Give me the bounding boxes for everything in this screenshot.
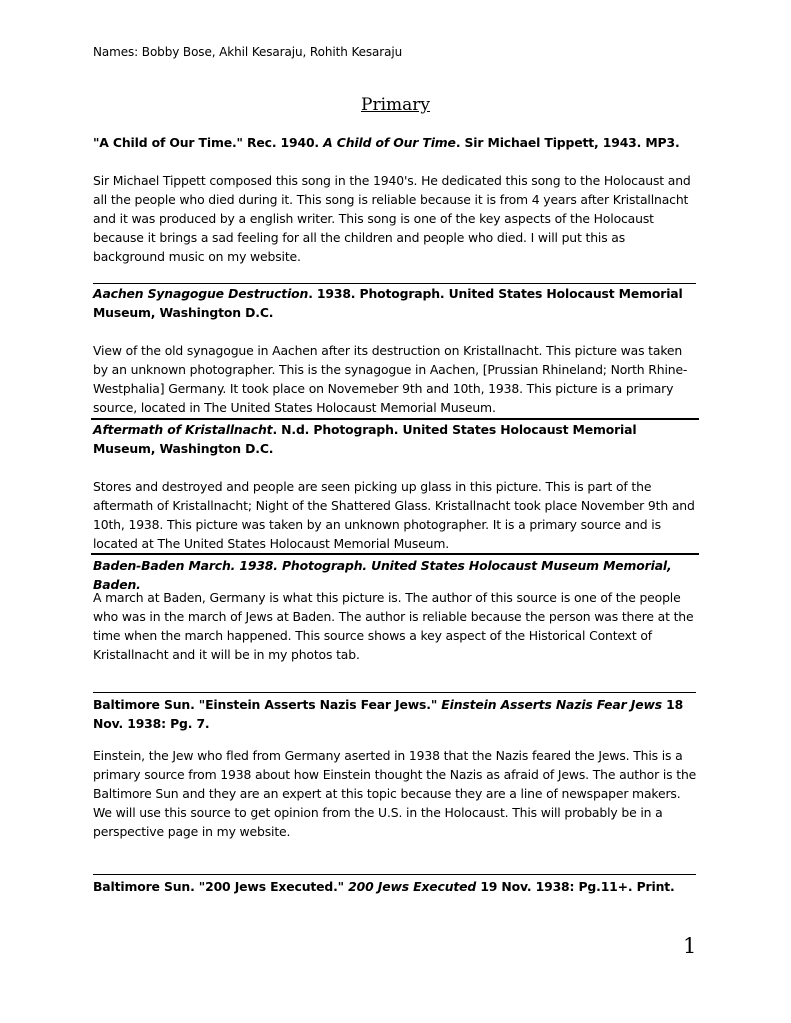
annotation-text: Einstein, the Jew who fled from Germany aserted in 1938 that the Nazis feared the Jews. This is a primary source from 1938 about how Einstein thought the Nazis as afraid of Jews. The author is the Baltimore Sun and they are an expert at this topic because they are a line of newspaper makers. We will use this source to get opinion from the U.S. in the Holocaust. This will probably be in a perspective page in my website. [93, 748, 697, 839]
citation-entry [93, 877, 698, 896]
annotation-text: Stores and destroyed and people are seen picking up glass in this picture. This is part of the aftermath of Kristallnacht; Night of the Shattered Glass. Kristallnacht took place November 9th and 10th, 1938. This picture was taken by an unknown photographer. It is a primary source and is located at The United States Holocaust Memorial Museum. [93, 479, 695, 551]
citation: "A Child of Our Time." Rec. 1940. A Child of Our Time. Sir Michael Tippett, 1943. MP3. [93, 135, 680, 150]
citation: Aachen Synagogue Destruction. 1938. Photograph. United States Holocaust Memorial Museum, Washington D.C. [93, 286, 683, 320]
citation: Aftermath of Kristallnacht. N.d. Photograph. United States Holocaust Memorial Museum, Washington D.C. [93, 422, 637, 456]
citation-entry [93, 133, 698, 266]
separator-line [93, 874, 696, 875]
annotation-block [93, 588, 698, 664]
citation-entry [93, 284, 698, 417]
annotation-text: Sir Michael Tippett composed this song in the 1940's. He dedicated this song to the Holocaust and all the people who died during it. This song is reliable because it is from 4 years after Kristallnacht and it was produced by a english writer. This song is one of the key aspects of the Holocaust because it brings a sad feeling for all the children and people who died. I will put this as background music on my website. [93, 173, 691, 264]
citation: Baltimore Sun. "Einstein Asserts Nazis Fear Jews." Einstein Asserts Nazis Fear Jews 18 Nov. 1938: Pg. 7. [93, 697, 684, 731]
page-title: Primary [361, 95, 430, 115]
author-names: Names: Bobby Bose, Akhil Kesaraju, Rohith Kesaraju [93, 45, 403, 59]
separator-line [91, 553, 699, 555]
annotation-text: A march at Baden, Germany is what this picture is. The author of this source is one of the people who was in the march of Jews at Baden. The author is reliable because the person was there at the time when the march happened. This source shows a key aspect of the Historical Context of Kristallnacht and it will be in my photos tab. [93, 590, 694, 662]
annotation-block [93, 746, 698, 841]
citation-entry [93, 420, 698, 553]
citation-entry [93, 695, 698, 733]
citation: Baltimore Sun. "200 Jews Executed." 200 Jews Executed 19 Nov. 1938: Pg.11+. Print. [93, 879, 675, 894]
separator-line [93, 692, 696, 693]
page-number: 1 [683, 934, 697, 958]
annotation-text: View of the old synagogue in Aachen after its destruction on Kristallnacht. This picture was taken by an unknown photographer. This is the synagogue in Aachen, [Prussian Rhineland; North Rhine-Westphalia] Germany. It took place on Novemeber 9th and 10th, 1938. This picture is a primary source, located in The United States Holocaust Memorial Museum. [93, 343, 688, 415]
citation: Baden-Baden March. 1938. Photograph. United States Holocaust Museum Memorial, Baden. [93, 558, 672, 592]
